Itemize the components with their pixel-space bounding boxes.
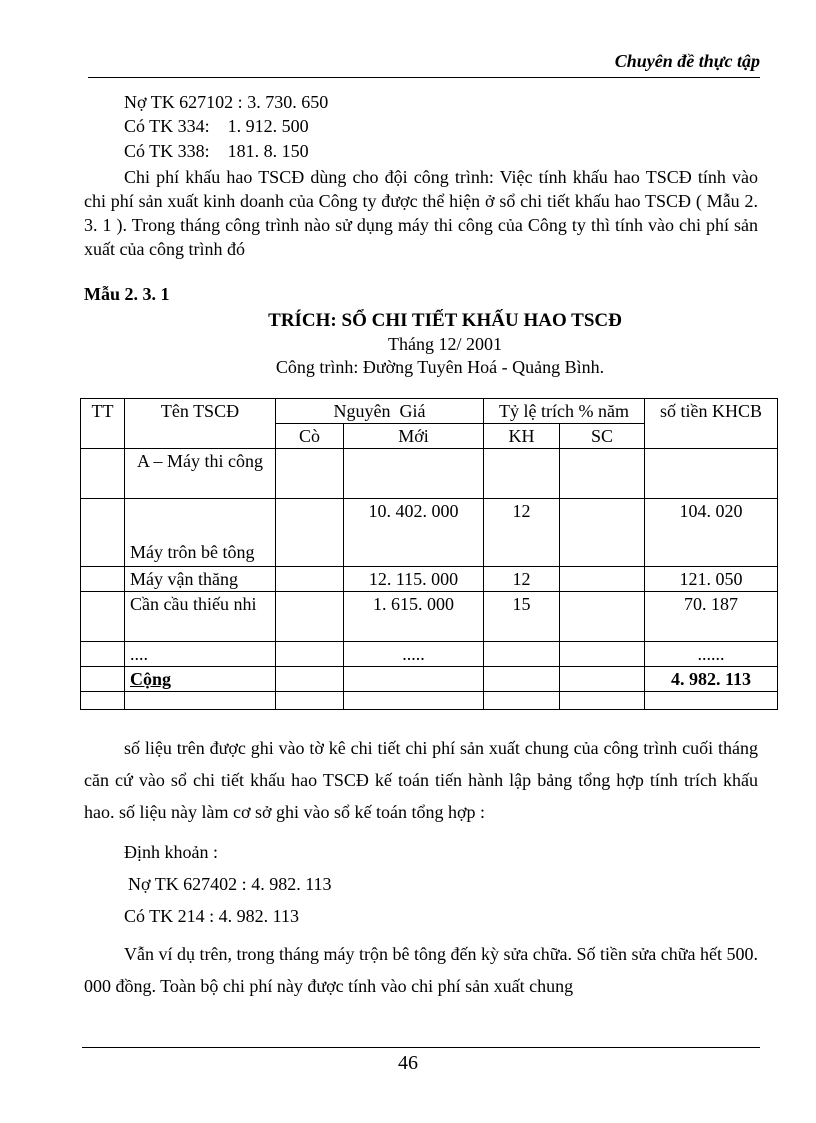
table-row bbox=[81, 499, 778, 567]
paragraph-depreciation: Chi phí khấu hao TSCĐ dùng cho đội công trình: Việc tính khấu hao TSCĐ tính vào chi phí sản xuất kinh doanh của Công ty được thể hiện ở sổ chi tiết khấu hao TSCĐ ( Mẫu 2. 3. 1 ). Trong tháng công trình nào sử dụng máy thi công của Công ty thì tính vào chi phí sản xuất của công trình đó bbox=[84, 167, 758, 259]
cell-new bbox=[344, 449, 484, 499]
cell-sc bbox=[560, 567, 645, 592]
header-title: Chuyên đề thực tập bbox=[614, 51, 760, 71]
cell-sc bbox=[560, 592, 645, 642]
cell-tt bbox=[81, 592, 125, 642]
cell-new: ..... bbox=[344, 642, 484, 667]
footer-rule bbox=[82, 1047, 760, 1048]
cell-name: .... bbox=[125, 642, 276, 667]
entry-credit: Có TK 214 : 4. 982. 113 bbox=[124, 906, 300, 926]
table-row bbox=[81, 567, 778, 592]
cell-sc bbox=[560, 642, 645, 667]
cell-amount bbox=[645, 692, 778, 710]
cell-sc bbox=[560, 499, 645, 567]
total-amount: 4. 982. 113 bbox=[645, 667, 778, 692]
table-row bbox=[81, 642, 778, 667]
entry-heading: Định khoản : bbox=[124, 842, 218, 862]
table-row bbox=[81, 592, 778, 642]
entry-debit: Nợ TK 627402 : 4. 982. 113 bbox=[128, 874, 332, 894]
cell-kh: 15 bbox=[484, 592, 560, 642]
cell-amount: ...... bbox=[645, 642, 778, 667]
table-row bbox=[81, 449, 778, 499]
cell-kh bbox=[484, 667, 560, 692]
cell-tt bbox=[81, 692, 125, 710]
cell-kh bbox=[484, 692, 560, 710]
cell-kh bbox=[484, 642, 560, 667]
header-rule bbox=[88, 77, 760, 78]
cell-name: A – Máy thi công bbox=[125, 449, 276, 499]
header-sc: SC bbox=[560, 424, 645, 449]
entry-debit-top: Nợ TK 627102 : 3. 730. 650 bbox=[124, 92, 329, 112]
cell-name bbox=[125, 692, 276, 710]
cell-old bbox=[276, 642, 344, 667]
entry-credit-334: Có TK 334: 1. 912. 500 bbox=[124, 116, 309, 136]
page-number: 46 bbox=[398, 1052, 418, 1074]
cell-new bbox=[344, 692, 484, 710]
cell-tt bbox=[81, 449, 125, 499]
header-old: Cò bbox=[276, 424, 344, 449]
cell-tt bbox=[81, 667, 125, 692]
cell-old bbox=[276, 667, 344, 692]
table-title: TRÍCH: SỔ CHI TIẾT KHẤU HAO TSCĐ bbox=[268, 310, 622, 331]
cell-new bbox=[344, 667, 484, 692]
cell-sc bbox=[560, 692, 645, 710]
table-row bbox=[81, 692, 778, 710]
table-row-total bbox=[81, 667, 778, 692]
header-amount: số tiền KHCB bbox=[645, 399, 778, 449]
cell-tt bbox=[81, 499, 125, 567]
cell-sc bbox=[560, 449, 645, 499]
total-label: Cộng bbox=[125, 667, 276, 692]
cell-amount bbox=[645, 449, 778, 499]
form-label: Mẫu 2. 3. 1 bbox=[84, 284, 170, 304]
entry-credit-338: Có TK 338: 181. 8. 150 bbox=[124, 141, 309, 161]
cell-old bbox=[276, 499, 344, 567]
cell-old bbox=[276, 449, 344, 499]
cell-new: 12. 115. 000 bbox=[344, 567, 484, 592]
table-header-row bbox=[81, 399, 778, 424]
header-name: Tên TSCĐ bbox=[125, 399, 276, 449]
cell-name: Máy vận thăng bbox=[125, 567, 276, 592]
cell-tt bbox=[81, 642, 125, 667]
cell-tt bbox=[81, 567, 125, 592]
header-original-value: Nguyên Giá bbox=[276, 399, 484, 424]
cell-name: Máy trôn bê tông bbox=[125, 499, 276, 567]
table-project: Công trình: Đường Tuyên Hoá - Quảng Bình. bbox=[275, 357, 605, 377]
cell-amount: 104. 020 bbox=[645, 499, 778, 567]
paragraph-repair: Vẫn ví dụ trên, trong tháng máy trộn bê tông đến kỳ sửa chữa. Số tiền sửa chữa hết 500. 000 đồng. Toàn bộ chi phí này được tính vào chi phí sản xuất chung bbox=[84, 944, 758, 996]
cell-old bbox=[276, 567, 344, 592]
header-tt: TT bbox=[81, 399, 125, 449]
cell-name: Cần cầu thiếu nhi bbox=[125, 592, 276, 642]
header-kh: KH bbox=[484, 424, 560, 449]
cell-new: 10. 402. 000 bbox=[344, 499, 484, 567]
depreciation-table bbox=[80, 398, 778, 710]
cell-kh bbox=[484, 449, 560, 499]
cell-kh: 12 bbox=[484, 499, 560, 567]
table-month: Tháng 12/ 2001 bbox=[388, 334, 502, 354]
header-rate: Tỷ lệ trích % năm bbox=[484, 399, 645, 424]
header-new: Mới bbox=[344, 424, 484, 449]
paragraph-summary: số liệu trên được ghi vào tờ kê chi tiết chi phí sản xuất chung của công trình cuối tháng căn cứ vào sổ chi tiết khấu hao TSCĐ kế toán tiến hành lập bảng tổng hợp tính trích khấu hao. số liệu này làm cơ sở ghi vào sổ kế toán tổng hợp : bbox=[84, 738, 758, 822]
cell-sc bbox=[560, 667, 645, 692]
cell-old bbox=[276, 692, 344, 710]
cell-amount: 121. 050 bbox=[645, 567, 778, 592]
cell-old bbox=[276, 592, 344, 642]
cell-kh: 12 bbox=[484, 567, 560, 592]
cell-new: 1. 615. 000 bbox=[344, 592, 484, 642]
cell-amount: 70. 187 bbox=[645, 592, 778, 642]
